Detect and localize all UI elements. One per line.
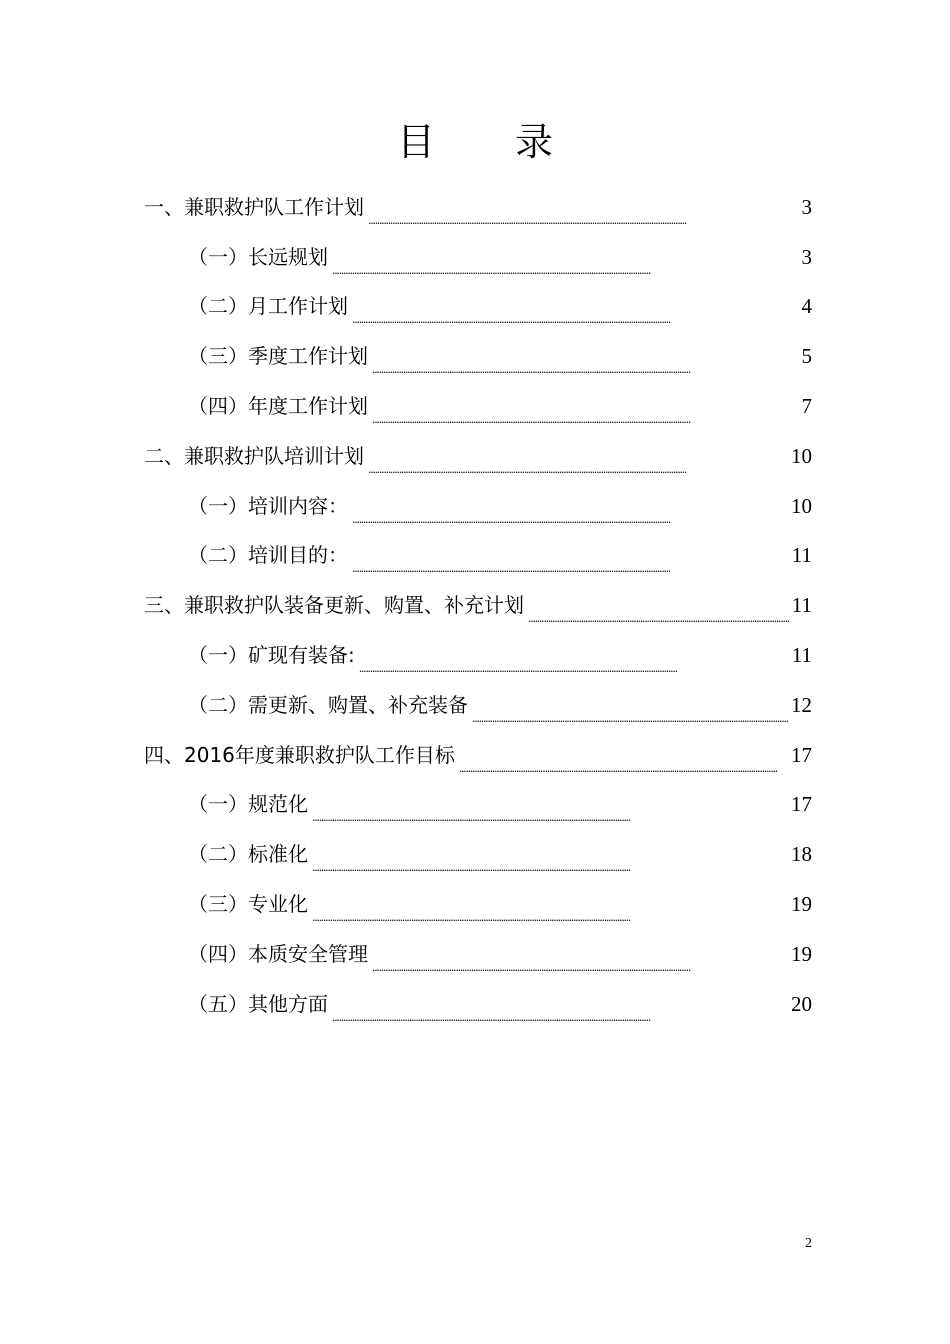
dot-leader <box>372 409 800 431</box>
toc-entry-page: 11 <box>791 543 812 568</box>
dot-leader <box>352 509 789 531</box>
toc-entry-3[interactable] <box>144 580 812 630</box>
toc-entry-page: 3 <box>801 244 812 269</box>
toc-entry-4-3[interactable] <box>144 879 812 929</box>
toc-entry-1-3[interactable] <box>144 331 812 381</box>
toc-entry-label: （五）其他方面 <box>188 991 328 1016</box>
toc-entry-label: （一）长远规划 <box>188 244 328 269</box>
dot-leader <box>332 260 800 282</box>
toc-entry-label: （四）年度工作计划 <box>188 394 368 419</box>
page-number: 2 <box>805 1236 812 1251</box>
toc-entry-label: 二、兼职救护队培训计划 <box>144 443 364 468</box>
toc-entry-label: 三、兼职救护队装备更新、购置、补充计划 <box>144 593 524 618</box>
toc-entry-label: （二）月工作计划 <box>188 294 348 319</box>
toc-entry-1-2[interactable] <box>144 282 812 332</box>
toc-entry-page: 5 <box>801 344 812 369</box>
toc-entry-page: 7 <box>801 394 812 419</box>
toc-entry-page: 10 <box>791 493 812 518</box>
toc-entry-label: 一、兼职救护队工作计划 <box>144 194 364 219</box>
toc-entry-label: （一）矿现有装备: <box>188 643 355 668</box>
toc-entry-label: （一）规范化 <box>188 792 308 817</box>
toc-entry-page: 19 <box>791 892 812 917</box>
dot-leader <box>368 459 789 481</box>
toc-entry-page: 18 <box>791 842 812 867</box>
toc-entry-4-2[interactable] <box>144 829 812 879</box>
dot-leader <box>372 957 789 979</box>
toc-entry-label: （二）标准化 <box>188 842 308 867</box>
toc-entry-page: 17 <box>791 742 812 767</box>
toc-entry-4-4[interactable] <box>144 929 812 979</box>
toc-entry-label: （二）培训目的： <box>188 543 348 568</box>
dot-leader <box>332 1007 789 1029</box>
toc-entry-label: （二）需更新、购置、补充装备 <box>188 692 468 717</box>
toc-entry-2-1[interactable] <box>144 481 812 531</box>
toc-entry-label: （一）培训内容： <box>188 493 348 518</box>
toc-entry-2-2[interactable] <box>144 531 812 581</box>
dot-leader <box>312 857 789 879</box>
toc-entry-label: （三）季度工作计划 <box>188 344 368 369</box>
dot-leader <box>472 708 789 730</box>
toc-entry-1-4[interactable] <box>144 381 812 431</box>
toc-entry-2[interactable] <box>144 431 812 481</box>
dot-leader <box>372 359 800 381</box>
dot-leader <box>359 658 790 680</box>
page-title: 目 录 <box>396 120 588 164</box>
dot-leader <box>528 608 790 630</box>
toc-entry-4[interactable] <box>144 730 812 780</box>
toc-entry-3-2[interactable] <box>144 680 812 730</box>
toc-entry-page: 12 <box>791 692 812 717</box>
toc-entry-page: 11 <box>791 593 812 618</box>
toc-entry-label: 四、2016年度兼职救护队工作目标 <box>144 742 455 767</box>
toc-entry-1[interactable] <box>144 182 812 232</box>
toc-entry-page: 4 <box>801 294 812 319</box>
toc-entry-page: 17 <box>791 792 812 817</box>
toc-entry-label: （三）专业化 <box>188 892 308 917</box>
toc-entry-page: 3 <box>801 194 812 219</box>
dot-leader <box>368 210 800 232</box>
toc-entry-page: 11 <box>791 643 812 668</box>
toc-entry-page: 19 <box>791 941 812 966</box>
toc-entry-page: 20 <box>791 991 812 1016</box>
table-of-contents <box>144 182 812 1029</box>
toc-entry-4-1[interactable] <box>144 780 812 830</box>
toc-entry-page: 10 <box>791 443 812 468</box>
toc-entry-4-5[interactable] <box>144 979 812 1029</box>
dot-leader <box>352 558 790 580</box>
toc-entry-3-1[interactable] <box>144 630 812 680</box>
dot-leader <box>352 309 800 331</box>
toc-entry-label: （四）本质安全管理 <box>188 941 368 966</box>
dot-leader <box>312 907 789 929</box>
dot-leader <box>459 758 789 780</box>
toc-entry-1-1[interactable] <box>144 232 812 282</box>
dot-leader <box>312 807 789 829</box>
